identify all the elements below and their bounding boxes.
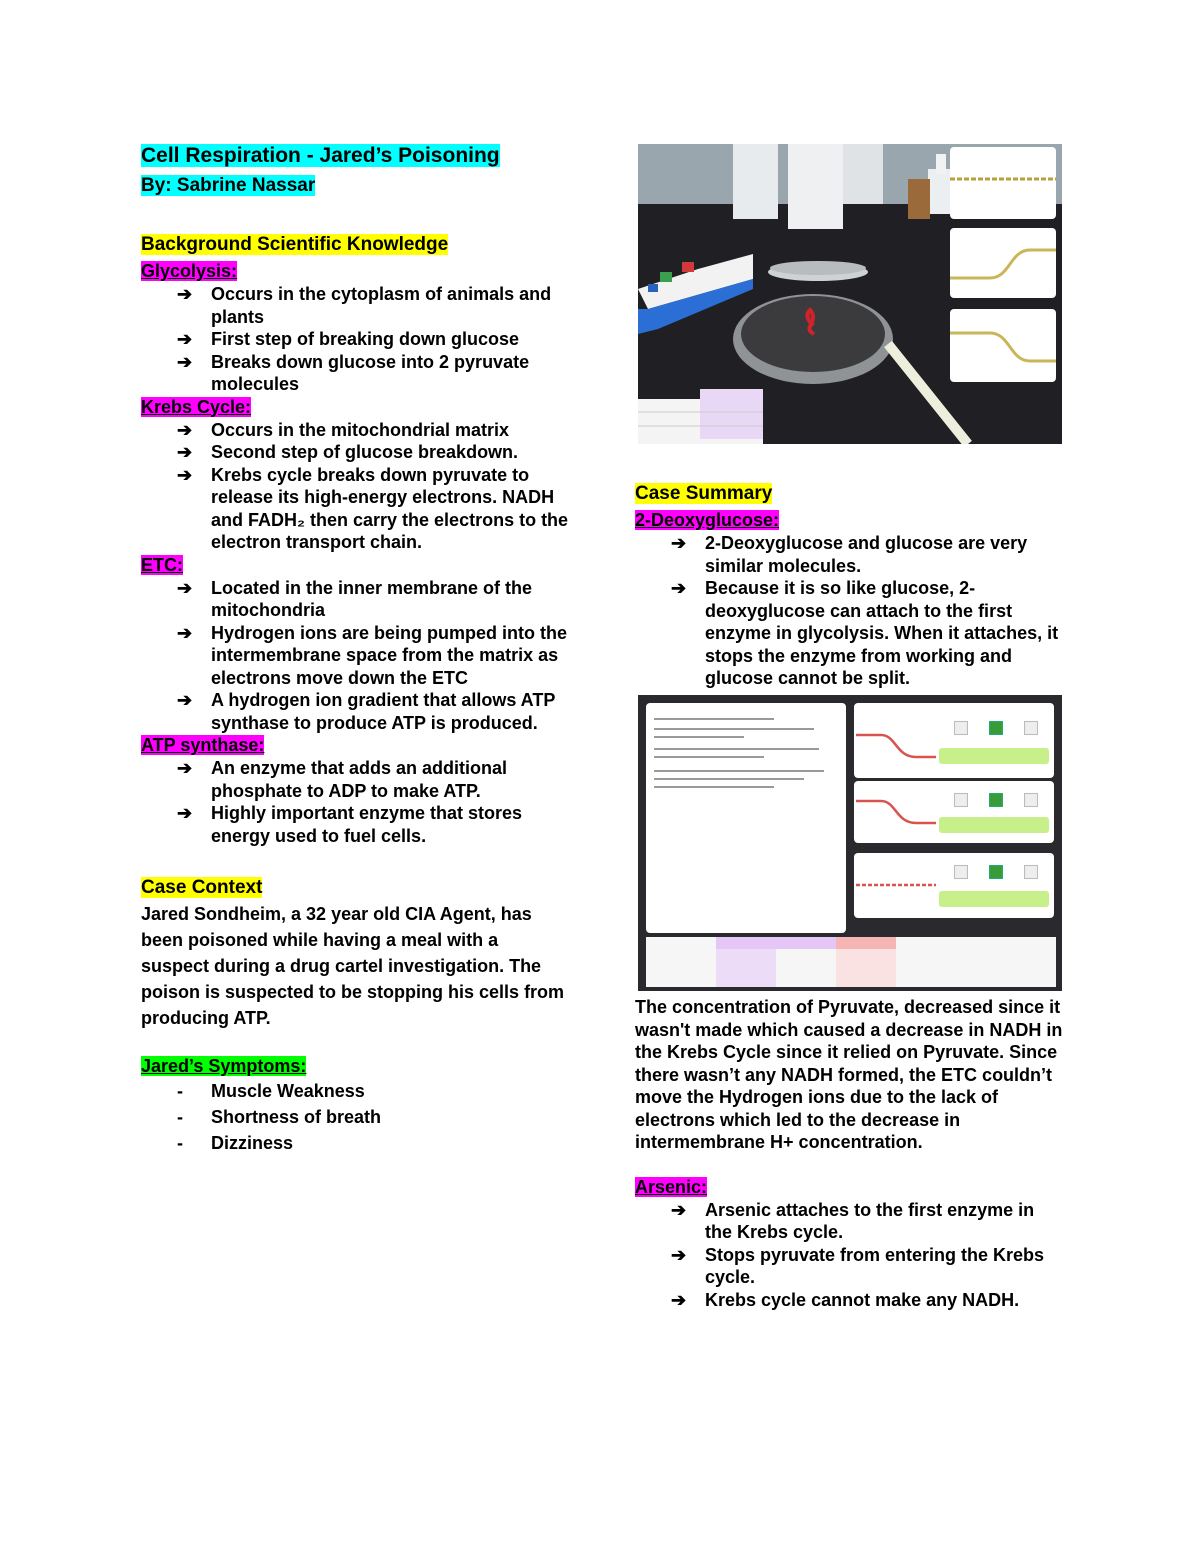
arrow-icon: ➔	[177, 329, 193, 349]
data-table	[646, 937, 1056, 987]
atp-synthase-list	[141, 757, 581, 847]
deoxyglucose-list	[635, 532, 1065, 690]
list-item: ➔ Occurs in the mitochondrial matrix	[177, 419, 510, 440]
left-column	[141, 142, 581, 1156]
arrow-icon: ➔	[671, 578, 687, 598]
list-item: ➔ An enzyme that adds an additional phosphate to ADP to make ATP.	[177, 758, 508, 801]
arrow-icon: ➔	[671, 1289, 687, 1310]
arsenic-list	[635, 1199, 1065, 1312]
arrow-icon: ➔	[177, 622, 193, 643]
list-item: ➔ Breaks down glucose into 2 pyruvate molecules	[177, 351, 530, 394]
table-column-red	[836, 949, 896, 987]
simulation-results-screenshot	[638, 695, 1062, 991]
table-column-purple	[716, 949, 776, 987]
arrow-icon: ➔	[177, 464, 193, 485]
list-item: - Shortness of breath	[177, 1104, 581, 1130]
arsenic-label: Arsenic:	[635, 1176, 708, 1197]
graph-panel-2	[950, 228, 1056, 298]
arrow-icon: ➔	[177, 803, 193, 823]
etc-label: ETC:	[141, 554, 183, 575]
dash-icon: -	[177, 1133, 183, 1153]
list-item: ➔ Second step of glucose breakdown.	[177, 442, 519, 462]
no-change-button[interactable]	[1024, 793, 1038, 807]
notes-text-lines	[654, 713, 854, 823]
list-item: - Muscle Weakness	[177, 1078, 581, 1104]
nadh-decrease-graph	[856, 783, 936, 843]
result-panel-hydrogen	[854, 853, 1054, 918]
table-header-highlight	[716, 937, 836, 949]
arrow-icon: ➔	[671, 1244, 687, 1265]
increase-button[interactable]	[954, 721, 968, 735]
arrow-icon: ➔	[177, 419, 193, 440]
atp-synthase-label: ATP synthase:	[141, 735, 265, 755]
list-item: ➔ First step of breaking down glucose	[177, 329, 520, 349]
document-title: Cell Respiration - Jared’s Poisoning	[141, 144, 500, 167]
list-item: ➔ Krebs cycle breaks down pyruvate to release its high-energy electrons. NADH and FADH₂ then carry the electrons to the electron transport chain.	[177, 464, 569, 552]
symptoms-list	[141, 1078, 581, 1156]
symptoms-label: Jared’s Symptoms:	[141, 1056, 307, 1076]
feedback-bar	[939, 817, 1049, 833]
arrow-icon: ➔	[671, 1199, 687, 1220]
case-summary-heading: Case Summary	[635, 483, 773, 504]
increase-button[interactable]	[954, 793, 968, 807]
result-panel-nadh	[854, 781, 1054, 843]
list-item: - Dizziness	[177, 1130, 581, 1156]
arrow-icon: ➔	[671, 533, 687, 553]
glycolysis-list	[141, 283, 581, 396]
deoxyglucose-label: 2-Deoxyglucose:	[635, 510, 780, 530]
no-change-button[interactable]	[1024, 865, 1038, 879]
case-context-heading: Case Context	[141, 877, 263, 898]
case-context-text: Jared Sondheim, a 32 year old CIA Agent, has been poisoned while having a meal with a suspect during a drug cartel investigation. The poison is suspected to be stopping his cells from producing ATP.	[141, 904, 565, 1028]
pyruvate-decrease-graph	[856, 707, 936, 777]
list-item: ➔ Hydrogen ions are being pumped into the intermembrane space from the matrix as electrons move down the ETC	[177, 622, 568, 688]
summary-explanation: The concentration of Pyruvate, decreased since it wasn't made which caused a decrease in NADH in the Krebs Cycle since it relied on Pyruvate. Since there wasn’t any NADH formed, the ETC couldn’t move the Hydrogen ions due to the lack of electrons which led to the decrease in intermembrane H+ concentration.	[635, 997, 1063, 1152]
lab-simulation-screenshot	[638, 144, 1062, 444]
arrow-icon: ➔	[177, 690, 193, 710]
list-item: ➔ Highly important enzyme that stores energy used to fuel cells.	[177, 803, 523, 846]
increase-button[interactable]	[954, 865, 968, 879]
decrease-button[interactable]	[989, 865, 1003, 879]
table-header-red	[836, 937, 896, 949]
etc-list	[141, 577, 581, 735]
dash-icon: -	[177, 1081, 183, 1101]
list-item: ➔ Arsenic attaches to the first enzyme in the Krebs cycle.	[671, 1199, 1035, 1242]
decrease-button[interactable]	[989, 793, 1003, 807]
krebs-label: Krebs Cycle:	[141, 396, 252, 417]
author-byline: By: Sabrine Nassar	[141, 175, 316, 196]
arrow-icon: ➔	[177, 284, 193, 304]
dash-icon: -	[177, 1107, 183, 1127]
notes-panel	[646, 703, 846, 933]
result-panel-pyruvate	[854, 703, 1054, 778]
list-item: ➔ Stops pyruvate from entering the Krebs cycle.	[671, 1244, 1045, 1287]
list-item: ➔ Because it is so like glucose, 2-deoxyglucose can attach to the first enzyme in glycolysis. When it attaches, it stops the enzyme from working and glucose cannot be split.	[671, 578, 1059, 688]
background-heading: Background Scientific Knowledge	[141, 234, 449, 255]
arrow-icon: ➔	[177, 758, 193, 778]
decrease-button[interactable]	[989, 721, 1003, 735]
arrow-icon: ➔	[177, 577, 193, 598]
list-item: ➔ Krebs cycle cannot make any NADH.	[671, 1289, 1020, 1310]
list-item: ➔ 2-Deoxyglucose and glucose are very similar molecules.	[671, 533, 1028, 576]
krebs-list	[141, 419, 581, 554]
no-change-button[interactable]	[1024, 721, 1038, 735]
right-column	[635, 481, 1065, 690]
list-item: ➔ Occurs in the cytoplasm of animals and plants	[177, 284, 552, 327]
right-column-lower	[635, 996, 1065, 1311]
list-item: ➔ Located in the inner membrane of the mitochondria	[177, 577, 533, 620]
flat-line-graph	[950, 147, 1056, 219]
rising-curve-graph	[950, 228, 1056, 298]
feedback-bar	[939, 748, 1049, 764]
glycolysis-label: Glycolysis:	[141, 261, 238, 281]
falling-curve-graph	[950, 309, 1056, 382]
feedback-bar	[939, 891, 1049, 907]
list-item: ➔ A hydrogen ion gradient that allows ATP synthase to produce ATP is produced.	[177, 690, 556, 733]
graph-panel-1	[950, 147, 1056, 219]
hydrogen-flat-graph	[856, 855, 936, 915]
graph-panel-3	[950, 309, 1056, 382]
arrow-icon: ➔	[177, 442, 193, 462]
arrow-icon: ➔	[177, 351, 193, 372]
